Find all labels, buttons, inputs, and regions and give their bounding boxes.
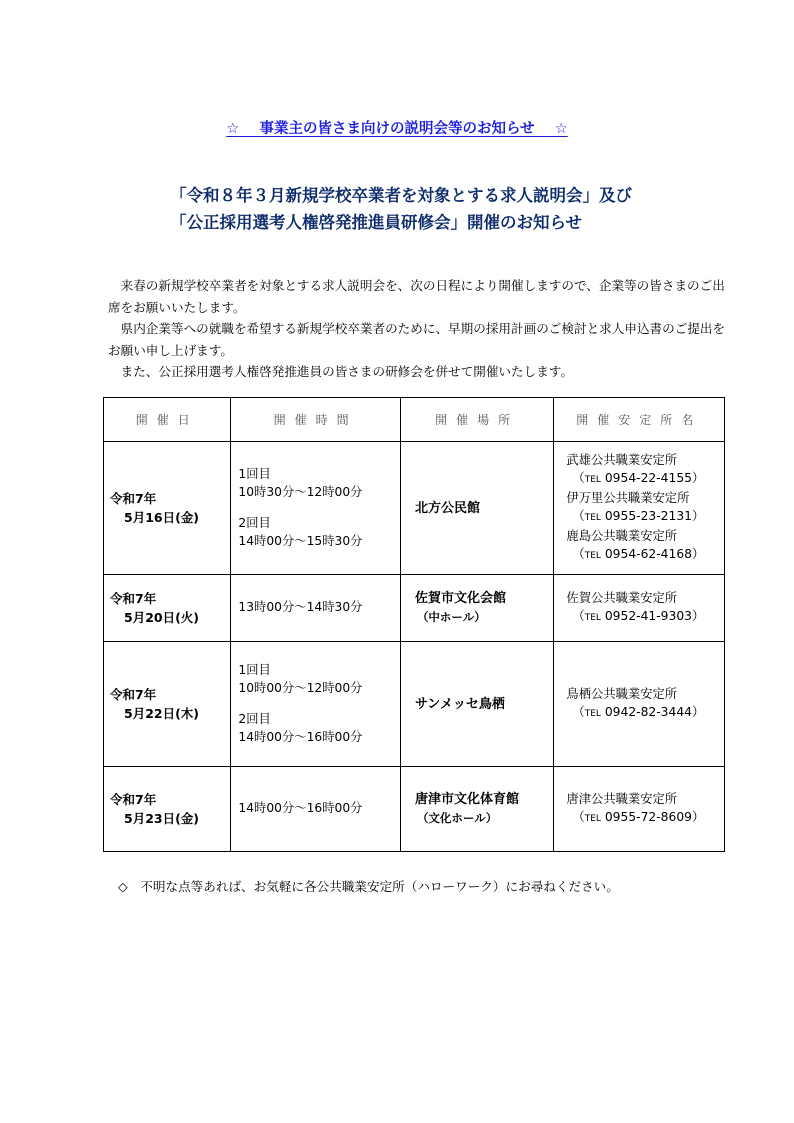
table-row bbox=[104, 575, 725, 642]
tel-label: TEL bbox=[584, 551, 601, 561]
intro-paragraph-3: また、公正採用選考人権啓発推進員の皆さまの研修会を併せて開催いたします。 bbox=[120, 364, 573, 379]
office-tel: （TEL 0954-62-4168） bbox=[572, 547, 705, 561]
place-name: 北方公民館 bbox=[414, 500, 480, 516]
date-year: 令和7年 bbox=[110, 792, 157, 807]
time-cell bbox=[231, 442, 401, 575]
time-line: 2回目 bbox=[238, 516, 271, 530]
date-day: 5月22日(木) bbox=[124, 706, 200, 721]
time-line: 2回目 bbox=[238, 712, 271, 726]
place-cell bbox=[400, 767, 553, 852]
date-day: 5月20日(火) bbox=[124, 610, 200, 625]
place-subname: （中ホール） bbox=[416, 610, 486, 624]
date-day: 5月16日(金) bbox=[124, 510, 200, 525]
date-day: 5月23日(金) bbox=[124, 811, 200, 826]
header-underlined-text bbox=[226, 121, 567, 137]
time-line: 10時00分～12時00分 bbox=[238, 680, 363, 695]
tel-label: TEL bbox=[584, 814, 601, 824]
intro-text bbox=[108, 275, 728, 383]
title-line-1: 「令和８年３月新規学校卒業者を対象とする求人説明会」及び bbox=[170, 186, 632, 205]
schedule-table bbox=[103, 397, 725, 852]
place-subname: （文化ホール） bbox=[416, 811, 498, 825]
date-year: 令和7年 bbox=[110, 591, 157, 606]
tel-number: 0955-23-2131 bbox=[604, 509, 692, 523]
intro-paragraph bbox=[108, 318, 728, 361]
time-line: 14時00分～16時00分 bbox=[238, 801, 363, 816]
time-line: 1回目 bbox=[238, 663, 271, 677]
tel-number: 0942-82-3444 bbox=[604, 705, 692, 719]
table-row bbox=[104, 767, 725, 852]
date-year: 令和7年 bbox=[110, 491, 157, 506]
office-cell bbox=[554, 442, 725, 575]
date-cell bbox=[104, 442, 231, 575]
tel-label: TEL bbox=[584, 513, 601, 523]
intro-paragraph-1: 来春の新規学校卒業者を対象とする求人説明会を、次の日程により開催しますので、企業等の皆さまのご出席をお願いいたします。 bbox=[108, 278, 725, 315]
tel-number: 0954-22-4155 bbox=[604, 471, 692, 485]
place-cell bbox=[400, 442, 553, 575]
header-place: 開催場所 bbox=[400, 398, 553, 442]
table-row bbox=[104, 642, 725, 767]
time-line: 10時30分～12時00分 bbox=[238, 484, 363, 499]
office-tel: （TEL 0955-23-2131） bbox=[572, 509, 705, 523]
office-cell bbox=[554, 767, 725, 852]
tel-number: 0955-72-8609 bbox=[604, 810, 692, 824]
diamond-icon: ◇ bbox=[118, 879, 128, 894]
office-name: 鳥栖公共職業安定所 bbox=[566, 687, 678, 701]
office-name: 武雄公共職業安定所 bbox=[566, 453, 678, 467]
place-cell bbox=[400, 642, 553, 767]
time-cell bbox=[231, 767, 401, 852]
header-time: 開催時間 bbox=[231, 398, 401, 442]
place-name: 唐津市文化体育館 bbox=[414, 792, 519, 807]
page-title bbox=[170, 182, 632, 236]
date-cell bbox=[104, 575, 231, 642]
page-header bbox=[0, 117, 794, 138]
tel-number: 0954-62-4168 bbox=[604, 547, 692, 561]
place-name: サンメッセ鳥栖 bbox=[414, 696, 505, 712]
header-date: 開催日 bbox=[104, 398, 231, 442]
table-header-row bbox=[104, 398, 725, 442]
intro-paragraph-2: 県内企業等への就職を希望する新規学校卒業者のために、早期の採用計画のご検討と求人申込書のご提出をお願い申し上げます。 bbox=[108, 321, 726, 358]
place-cell bbox=[400, 575, 553, 642]
office-tel: （TEL 0954-22-4155） bbox=[572, 471, 705, 485]
office-tel: （TEL 0952-41-9303） bbox=[572, 609, 705, 623]
office-tel: （TEL 0955-72-8609） bbox=[572, 810, 705, 824]
office-name: 佐賀公共職業安定所 bbox=[566, 591, 678, 605]
footer-note bbox=[118, 876, 619, 895]
office-name: 伊万里公共職業安定所 bbox=[566, 491, 690, 505]
time-line: 13時00分～14時30分 bbox=[238, 600, 363, 615]
star-icon: ☆ bbox=[226, 121, 240, 137]
date-cell bbox=[104, 767, 231, 852]
tel-label: TEL bbox=[584, 475, 601, 485]
time-line: 14時00分～16時00分 bbox=[238, 729, 363, 744]
tel-label: TEL bbox=[584, 613, 601, 623]
tel-number: 0952-41-9303 bbox=[604, 609, 692, 623]
office-cell bbox=[554, 575, 725, 642]
header-text: 事業主の皆さま向けの説明会等のお知らせ bbox=[259, 121, 535, 137]
date-cell bbox=[104, 642, 231, 767]
tel-label: TEL bbox=[584, 709, 601, 719]
intro-paragraph bbox=[108, 275, 728, 318]
table-row bbox=[104, 442, 725, 575]
star-icon: ☆ bbox=[554, 121, 568, 137]
office-name: 鹿島公共職業安定所 bbox=[566, 529, 678, 543]
time-line: 14時00分～15時30分 bbox=[238, 533, 363, 548]
office-cell bbox=[554, 642, 725, 767]
office-name: 唐津公共職業安定所 bbox=[566, 792, 678, 806]
footer-text: 不明な点等あれば、お気軽に各公共職業安定所（ハローワーク）にお尋ねください。 bbox=[140, 879, 619, 894]
date-year: 令和7年 bbox=[110, 687, 157, 702]
time-line: 1回目 bbox=[238, 467, 271, 481]
intro-paragraph bbox=[108, 361, 728, 383]
time-cell bbox=[231, 575, 401, 642]
office-tel: （TEL 0942-82-3444） bbox=[572, 705, 705, 719]
header-office: 開催安定所名 bbox=[554, 398, 725, 442]
place-name: 佐賀市文化会館 bbox=[414, 591, 506, 606]
title-line-2: 「公正採用選考人権啓発推進員研修会」開催のお知らせ bbox=[170, 213, 583, 232]
time-cell bbox=[231, 642, 401, 767]
